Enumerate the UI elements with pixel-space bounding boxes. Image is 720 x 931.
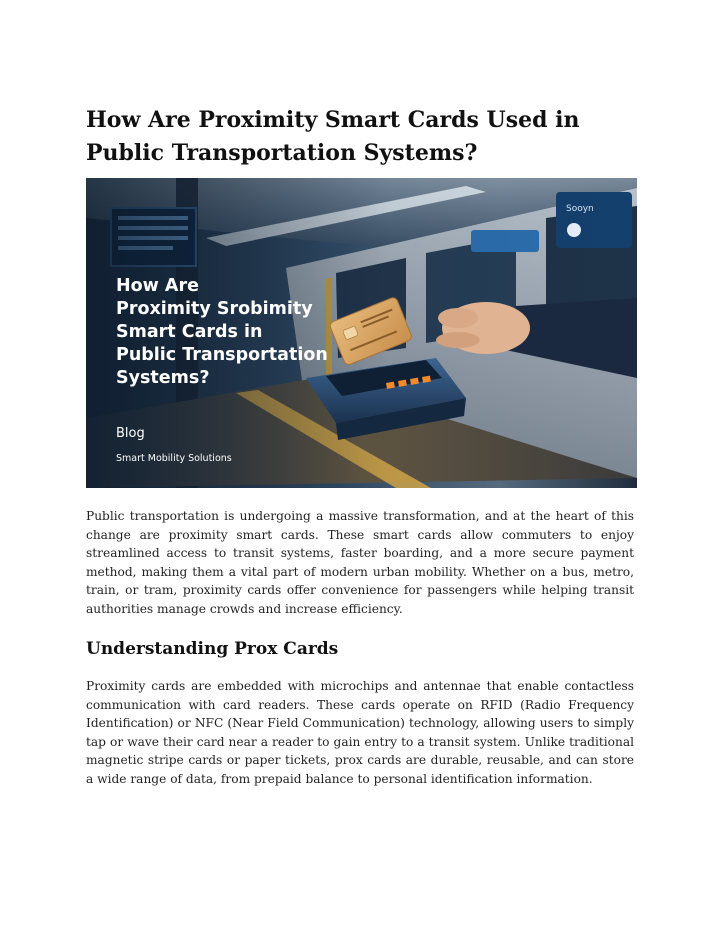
overlay-title-line-5: Systems? [116,368,210,388]
hero-image [86,178,637,488]
overlay-title-line-1: How Are [116,276,199,296]
section-heading: Understanding Prox Cards [86,639,339,659]
overlay-title-line-4: Public Transportation [116,345,328,365]
overlay-title-line-3: Smart Cards in [116,322,263,342]
body-paragraph: Proximity cards are embedded with microchips and antennae that enable contactless communication with card readers. These cards operate on RFID (Radio Frequency Identification) or NFC (Near Field Communication) technology, allowing users to simply tap or wave their card near a reader to gain entry to a transit system. Unlike traditional magnetic stripe cards or paper tickets, prox cards are durable, reusable, and can store a wide range of data, from prepaid balance to personal identification information. [86,679,634,786]
intro-paragraph: Public transportation is undergoing a massive transformation, and at the heart of this change are proximity smart cards. These smart cards allow commuters to enjoy streamlined access to transit systems, faster boarding, and a more secure payment method, making them a vital part of modern urban mobility. Whether on a bus, metro, train, or tram, proximity cards offer convenience for passengers while helping transit authorities manage crowds and increase efficiency. [86,509,634,616]
overlay-tag: Blog [116,426,145,441]
overlay-title-line-2: Proximity Srobimity [116,299,313,319]
article-title: How Are Proximity Smart Cards Used in Public Transportation Systems? [86,107,580,166]
overlay-brand: Smart Mobility Solutions [116,453,232,464]
